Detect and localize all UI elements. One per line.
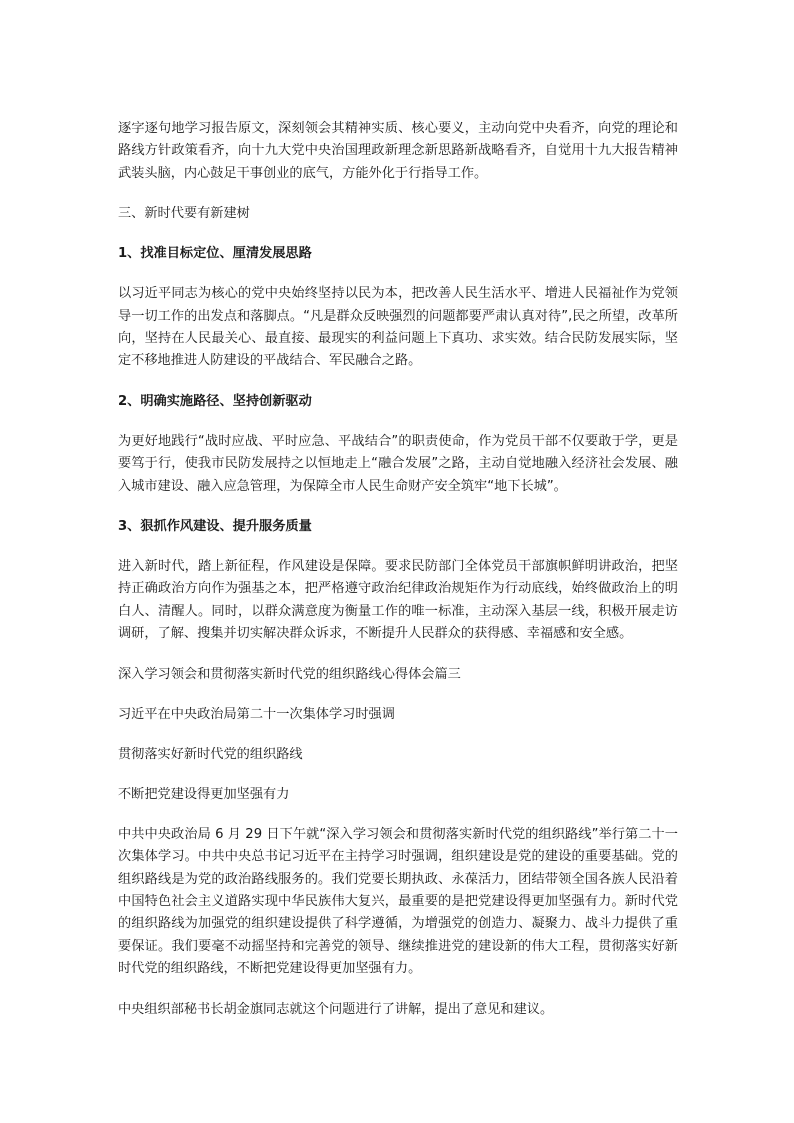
- headline-line-3: 不断把党建设得更加坚强有力: [118, 786, 290, 802]
- paragraph-lecture: 中央组织部秘书长胡金旗同志就这个问题进行了讲解，提出了意见和建议。: [118, 1001, 554, 1017]
- subheading-2: 2、明确实施路径、坚持创新驱动: [118, 393, 312, 409]
- article-title-part-three: 深入学习领会和贯彻落实新时代党的组织路线心得体会篇三: [118, 666, 461, 682]
- document-page: [118, 118, 678, 1039]
- paragraph-study-report: 逐字逐句地学习报告原文，深刻领会其精神实质、核心要义，主动向党中央看齐，向党的理论和路线方针政策看齐，向十九大党中央治国理政新理念新思路新战略看齐，自觉用十九大报告精神武装头脑，内心鼓足干事创业的底气，方能外化于行指导工作。: [118, 121, 678, 181]
- paragraph-work-style: 进入新时代，踏上新征程，作风建设是保障。要求民防部门全体党员干部旗帜鲜明讲政治，把坚持正确政治方向作为强基之本，把严格遵守政治纪律政治规矩作为行动底线，始终做政治上的明白人、清醒人。同时，以群众满意度为衡量工作的唯一标准，主动深入基层一线，积极开展走访调研，了解、搜集并切实解决群众诉求，不断提升人民群众的获得感、幸福感和安全感。: [118, 559, 678, 642]
- subheading-1: 1、找准目标定位、厘清发展思路: [118, 246, 312, 262]
- section-heading-new-achievements: 三、新时代要有新建树: [118, 206, 250, 222]
- headline-line-1: 习近平在中央政治局第二十一次集体学习时强调: [118, 706, 395, 722]
- paragraph-politburo-study: 中共中央政治局 6 月 29 日下午就“深入学习领会和贯彻落实新时代党的组织路线”举行第二十一次集体学习。中共中央总书记习近平在主持学习时强调，组织建设是党的建设的重要基础。党的组织路线是为党的政治路线服务的。我们党要长期执政、永葆活力，团结带领全国各族人民沿着中国特色社会主义道路实现中华民族伟大复兴，最重要的是把党建设得更加坚强有力。新时代党的组织路线为加强党的组织建设提供了科学遵循，为增强党的创造力、凝聚力、战斗力提供了重要保证。我们要毫不动摇坚持和完善党的领导、继续推进党的建设新的伟大工程，贯彻落实好新时代党的组织路线，不断把党建设得更加坚强有力。: [118, 826, 678, 977]
- paragraph-integration: 为更好地践行“战时应战、平时应急、平战结合”的职责使命，作为党员干部不仅要敢于学，更是要笃于行，使我市民防发展持之以恒地走上“融合发展”之路，主动自觉地融入经济社会发展、融入城市建设、融入应急管理，为保障全市人民生命财产安全筑牢“地下长城”。: [118, 433, 678, 494]
- subheading-3: 3、狠抓作风建设、提升服务质量: [118, 519, 312, 535]
- paragraph-people-centered: 以习近平同志为核心的党中央始终坚持以民为本，把改善人民生活水平、增进人民福祉作为党领导一切工作的出发点和落脚点。“凡是群众反映强烈的问题都要严肃认真对待”,民之所望，改革所向，坚持在人民最关心、最直接、最现实的利益问题上下真功、求实效。结合民防发展实际，坚定不移地推进人防建设的平战结合、军民融合之路。: [118, 286, 678, 369]
- headline-line-2: 贯彻落实好新时代党的组织路线: [118, 746, 303, 762]
